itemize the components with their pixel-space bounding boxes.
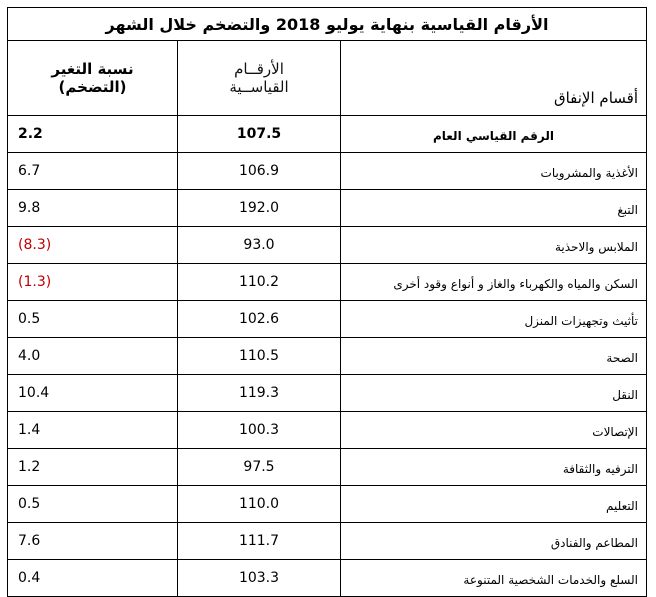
- category-cell: [341, 449, 647, 486]
- category-cell: [341, 412, 647, 449]
- index-cell: 192.0: [178, 190, 341, 227]
- category-label: السكن والمياه والكهرباء والغاز و أنواع وقود أخرى: [393, 277, 638, 291]
- change-cell: 0.4: [8, 560, 178, 597]
- category-label: التعليم: [606, 499, 638, 513]
- table-row: [8, 412, 647, 449]
- change-cell: 6.7: [8, 153, 178, 190]
- change-cell: (1.3): [8, 264, 178, 301]
- table-row: [8, 227, 647, 264]
- header-index-line1: الأرقــام: [234, 60, 284, 78]
- category-label: الإتصالات: [592, 425, 638, 439]
- table-row: [8, 301, 647, 338]
- change-cell: 2.2: [8, 116, 178, 153]
- table-row: [8, 190, 647, 227]
- table-row: [8, 523, 647, 560]
- header-change-line2: (التضخم): [58, 78, 127, 96]
- table-row: [8, 486, 647, 523]
- category-cell: [341, 153, 647, 190]
- category-label: الرقم القياسي العام: [432, 129, 554, 143]
- change-cell: (8.3): [8, 227, 178, 264]
- cpi-table: [7, 7, 647, 597]
- header-index-line2: القياســية: [229, 78, 289, 96]
- index-cell: 110.2: [178, 264, 341, 301]
- index-cell: 93.0: [178, 227, 341, 264]
- table-row: [8, 449, 647, 486]
- header-change: [8, 41, 178, 116]
- table-title: الأرقام القياسية بنهاية يوليو 2018 والتضخم خلال الشهر: [8, 8, 647, 41]
- category-cell: [341, 560, 647, 597]
- index-cell: 119.3: [178, 375, 341, 412]
- category-label: المطاعم والفنادق: [550, 536, 638, 550]
- index-cell: 107.5: [178, 116, 341, 153]
- category-label: الأغذية والمشروبات: [540, 166, 638, 180]
- category-cell: [341, 301, 647, 338]
- change-cell: 1.2: [8, 449, 178, 486]
- category-label: الملابس والاحذية: [554, 240, 638, 254]
- header-change-line1: نسبة التغير: [51, 60, 134, 78]
- change-cell: 1.4: [8, 412, 178, 449]
- index-cell: 110.0: [178, 486, 341, 523]
- table-body: [8, 116, 647, 597]
- table-row: [8, 153, 647, 190]
- category-label: تأثيث وتجهيزات المنزل: [524, 314, 638, 328]
- change-cell: 9.8: [8, 190, 178, 227]
- change-cell: 7.6: [8, 523, 178, 560]
- category-cell: [341, 227, 647, 264]
- table-row: [8, 264, 647, 301]
- category-cell: [341, 264, 647, 301]
- change-cell: 4.0: [8, 338, 178, 375]
- category-label: السلع والخدمات الشخصية المتنوعة: [463, 573, 638, 587]
- category-cell: [341, 486, 647, 523]
- index-cell: 106.9: [178, 153, 341, 190]
- header-row: [8, 41, 647, 116]
- category-cell: [341, 190, 647, 227]
- table-row: [8, 560, 647, 597]
- category-label: الترفيه والثقافة: [562, 462, 638, 476]
- category-cell: [341, 338, 647, 375]
- category-label: الصحة: [606, 351, 638, 365]
- category-cell: [341, 375, 647, 412]
- index-cell: 110.5: [178, 338, 341, 375]
- change-cell: 10.4: [8, 375, 178, 412]
- change-cell: 0.5: [8, 301, 178, 338]
- category-label: النقل: [612, 388, 638, 402]
- header-category: أقسام الإنفاق: [341, 41, 647, 116]
- index-cell: 100.3: [178, 412, 341, 449]
- category-label: التبغ: [617, 203, 638, 217]
- header-index: [178, 41, 341, 116]
- total-row: [8, 116, 647, 153]
- change-cell: 0.5: [8, 486, 178, 523]
- index-cell: 97.5: [178, 449, 341, 486]
- title-row: [8, 8, 647, 41]
- table-row: [8, 338, 647, 375]
- index-cell: 102.6: [178, 301, 341, 338]
- index-cell: 111.7: [178, 523, 341, 560]
- table-row: [8, 375, 647, 412]
- category-cell: [341, 523, 647, 560]
- category-cell: [341, 116, 647, 153]
- index-cell: 103.3: [178, 560, 341, 597]
